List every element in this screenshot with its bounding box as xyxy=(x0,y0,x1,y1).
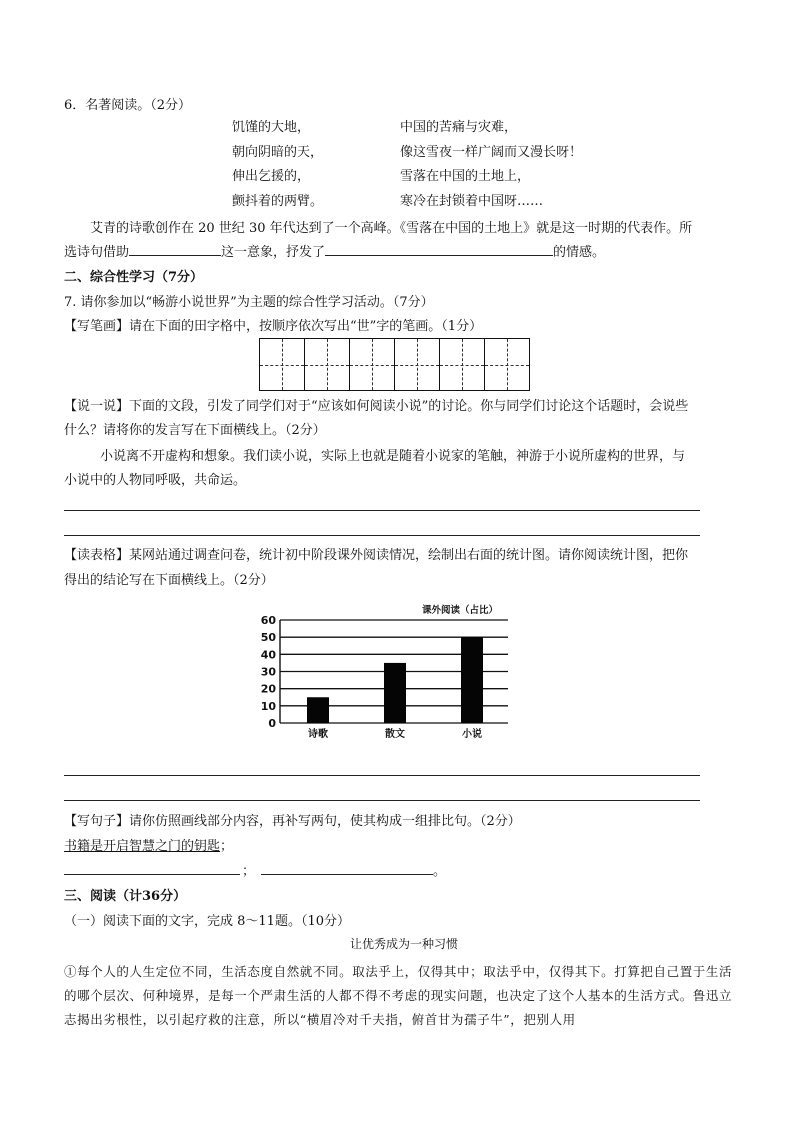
table-task-line2: 得出的结论写在下面横线上。（2分） xyxy=(64,573,274,588)
poem-line xyxy=(232,141,632,166)
q6-text-a: 选诗句借助 xyxy=(64,245,130,260)
answer-blank-emotion[interactable] xyxy=(325,241,553,256)
y-tick-label: 50 xyxy=(260,631,276,645)
y-tick-label: 20 xyxy=(260,682,276,696)
quote-line2: 小说中的人物同呼吸，共命运。 xyxy=(64,473,247,488)
poem-line xyxy=(232,165,632,190)
category-label: 散文 xyxy=(385,729,405,740)
answer-blank-sentence-1[interactable] xyxy=(64,860,240,875)
y-tick-label: 40 xyxy=(260,648,276,662)
poem-left: 伸出乞援的， xyxy=(232,169,311,184)
tianzige-cell[interactable] xyxy=(305,339,350,390)
poem xyxy=(232,116,632,214)
speak-task-line2: 什么？请将你的发言写在下面横线上。（2分） xyxy=(64,423,326,438)
poem-line xyxy=(232,190,632,215)
speak-task-line1: 【说一说】下面的文段，引发了同学们对于“应该如何阅读小说”的讨论。你与同学们讨论这个话题时，会说些 xyxy=(64,399,689,414)
sentence-example: 书籍是开启智慧之门的钥匙 xyxy=(64,839,221,854)
table-task-line1: 【读表格】某网站通过调查问卷，统计初中阶段课外阅读情况，绘制出右面的统计图。请你阅读统计图，把你 xyxy=(64,548,689,563)
tianzige-grid[interactable] xyxy=(259,338,530,391)
chart-title: 课外阅读（占比） xyxy=(421,605,499,616)
poem-right: 中国的苦痛与灾难， xyxy=(400,120,518,135)
y-tick-label: 10 xyxy=(260,699,276,713)
sentence-example-punct: ； xyxy=(220,839,234,854)
reading-bar-chart xyxy=(250,598,512,740)
bar-0 xyxy=(307,697,329,723)
bar-1 xyxy=(384,663,406,723)
category-label: 小说 xyxy=(462,729,482,740)
sentence-task: 【写句子】请你仿照画线部分内容，再补写两句，使其构成一组排比句。（2分） xyxy=(64,814,521,829)
q6-heading: 6．名著阅读。（2分） xyxy=(64,98,192,113)
tianzige-cell[interactable] xyxy=(260,339,305,390)
section3-heading: 三、阅读（计36分） xyxy=(64,889,187,904)
q6-paragraph-line1: 艾青的诗歌创作在 20 世纪 30 年代达到了一个高峰。《雪落在中国的土地上》就是这一时期的代表作。所 xyxy=(90,221,693,236)
poem-left: 饥馑的大地， xyxy=(232,120,311,135)
essay-title: 让优秀成为一种习惯 xyxy=(350,937,459,951)
poem-left: 颤抖着的两臂。 xyxy=(232,193,324,209)
poem-right: 寒冷在封锁着中国呀…… xyxy=(400,193,544,209)
poem-left: 朝向阴暗的天， xyxy=(232,144,324,160)
essay-paragraph: ①每个人的人生定位不同，生活态度自然就不同。取法乎上，仅得其中；取法乎中，仅得其下。打算把自己置于生活的哪个层次、何种境界，是每一个严肃生活的人都不得不考虑的现实问题，也决定了这个人基本的生活方式。鲁迅立志揭出劣根性，以引起疗救的注意，所以“横眉冷对千夫指，俯首甘为孺子牛”，把别人用 xyxy=(64,964,733,1027)
answer-blank-image[interactable] xyxy=(129,241,221,256)
poem-line xyxy=(232,116,632,141)
tianzige-cell[interactable] xyxy=(350,339,395,390)
blank-separator: ； xyxy=(242,864,256,879)
tianzige-cell[interactable] xyxy=(440,339,485,390)
quote-line1: 小说离不开虚构和想象。我们读小说，实际上也就是随着小说家的笔触，神游于小说所虚构的世界，与 xyxy=(100,449,686,464)
answer-blank-sentence-2[interactable] xyxy=(261,860,433,875)
tianzige-cell[interactable] xyxy=(485,339,530,390)
sentence-example-row xyxy=(64,835,233,854)
sentence-blanks xyxy=(64,860,446,879)
answer-line-speak-2[interactable] xyxy=(64,535,700,536)
blank-end: 。 xyxy=(433,864,447,879)
section2-heading: 二、综合性学习（7分） xyxy=(64,270,204,285)
answer-line-table-2[interactable] xyxy=(64,800,700,801)
q7-heading: 7. 请你参加以“畅游小说世界”为主题的综合性学习活动。（7分） xyxy=(64,295,434,310)
answer-line-speak-1[interactable] xyxy=(64,510,700,511)
tianzige-cell[interactable] xyxy=(395,339,440,390)
q6-text-c: 的情感。 xyxy=(553,245,606,260)
poem-right: 像这雪夜一样广阔而又漫长呀！ xyxy=(400,144,583,160)
bar-2 xyxy=(461,637,483,723)
y-tick-label: 60 xyxy=(260,614,276,627)
category-label: 诗歌 xyxy=(308,729,328,740)
y-tick-label: 0 xyxy=(268,717,276,730)
q6-paragraph-line2 xyxy=(64,241,605,260)
answer-line-table-1[interactable] xyxy=(64,775,700,776)
y-tick-label: 30 xyxy=(260,665,276,679)
q6-text-b: 这一意象，抒发了 xyxy=(221,245,326,260)
poem-right: 雪落在中国的土地上， xyxy=(400,169,531,184)
part1-heading: （一）阅读下面的文字，完成 8～11题。（10分） xyxy=(64,914,350,929)
write-stroke-task: 【写笔画】请在下面的田字格中，按顺序依次写出“世”字的笔画。（1分） xyxy=(64,319,483,334)
